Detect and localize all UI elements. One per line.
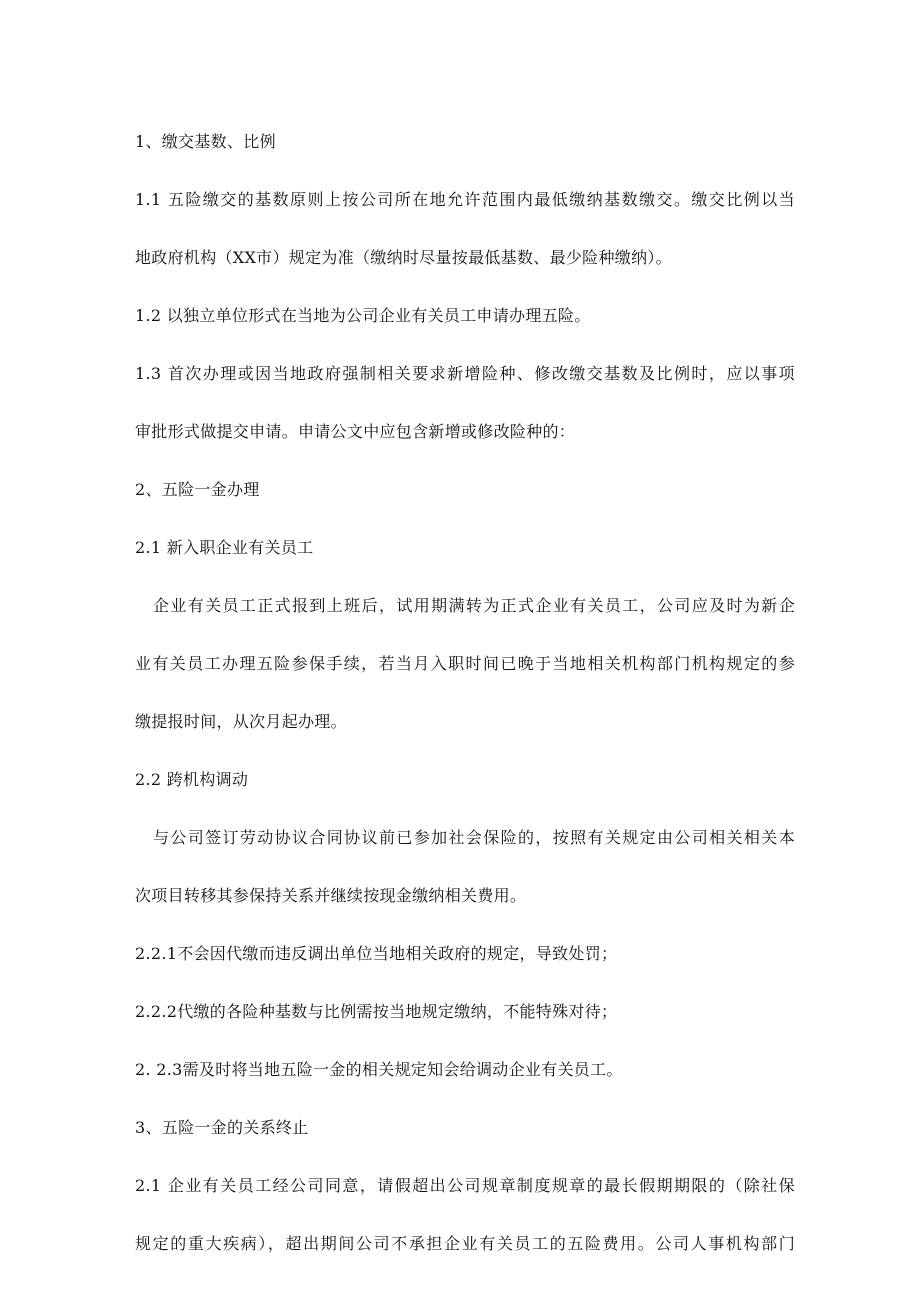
section-heading-1: 1、缴交基数、比例 [135, 132, 276, 151]
clause-1-1-line-2: 地政府机构（XX市）规定为准（缴纳时尽量按最低基数、最少险种缴纳）。 [135, 248, 672, 267]
clause-1-2: 1.2 以独立单位形式在当地为公司企业有关员工申请办理五险。 [135, 306, 591, 325]
clause-1-3-line-1: 1.3 首次办理或因当地政府强制相关要求新增险种、修改缴交基数及比例时，应以事项 [135, 364, 795, 383]
clause-2-2-2: 2.2.2代缴的各险种基数与比例需按当地规定缴纳，不能特殊对待； [135, 1002, 618, 1021]
paragraph-2-2-line-2: 次项目转移其参保持关系并继续按现金缴纳相关费用。 [135, 886, 527, 905]
document-body [135, 118, 795, 1278]
clause-2-1-heading: 2.1 新入职企业有关员工 [135, 538, 314, 557]
clause-3-1-line-2: 规定的重大疾病），超出期间公司不承担企业有关员工的五险费用。公司人事机构部门 [135, 1234, 795, 1253]
paragraph-2-1-line-3: 缴提报时间，从次月起办理。 [135, 712, 347, 731]
clause-2-2-heading: 2.2 跨机构调动 [135, 770, 249, 789]
paragraph-2-2-line-1: 与公司签订劳动协议合同协议前已参加社会保险的，按照有关规定由公司相关相关本 [153, 828, 795, 847]
paragraph-2-1-line-1: 企业有关员工正式报到上班后，试用期满转为正式企业有关员工，公司应及时为新企 [153, 596, 795, 615]
clause-1-3-line-2: 审批形式做提交申请。申请公文中应包含新增或修改险种的： [135, 422, 576, 441]
clause-3-1-line-1: 2.1 企业有关员工经公司同意，请假超出公司规章制度规章的最长假期期限的（除社保 [135, 1176, 795, 1195]
clause-2-2-3: 2. 2.3需及时将当地五险一金的相关规定知会给调动企业有关员工。 [135, 1060, 623, 1079]
clause-2-2-1: 2.2.1不会因代缴而违反调出单位当地相关政府的规定，导致处罚； [135, 944, 618, 963]
section-heading-2: 2、五险一金办理 [135, 480, 260, 499]
paragraph-2-1-line-2: 业有关员工办理五险参保手续，若当月入职时间已晚于当地相关机构部门机构规定的参 [135, 654, 795, 673]
section-heading-3: 3、五险一金的关系终止 [135, 1118, 309, 1137]
clause-1-1-line-1: 1.1 五险缴交的基数原则上按公司所在地允许范围内最低缴纳基数缴交。缴交比例以当 [135, 190, 795, 209]
